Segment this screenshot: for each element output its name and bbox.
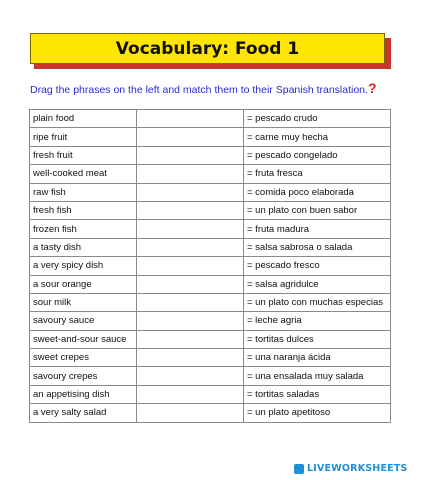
title-banner [30,33,385,64]
drop-zone[interactable] [137,367,244,385]
table-row [30,110,391,128]
english-phrase[interactable]: sweet-and-sour sauce [30,330,137,348]
english-phrase[interactable]: sweet crepes [30,349,137,367]
drop-zone[interactable] [137,220,244,238]
english-phrase[interactable]: a very salty salad [30,404,137,422]
english-phrase[interactable]: savoury sauce [30,312,137,330]
spanish-translation: = salsa sabrosa o salada [244,238,391,256]
english-phrase[interactable]: sour milk [30,293,137,311]
drop-zone[interactable] [137,146,244,164]
liveworksheets-logo[interactable] [294,463,408,474]
drop-zone[interactable] [137,110,244,128]
table-row [30,220,391,238]
logo-text: LIVEWORKSHEETS [307,463,408,474]
spanish-translation: = pescado crudo [244,110,391,128]
drop-zone[interactable] [137,128,244,146]
spanish-translation: = leche agria [244,312,391,330]
table-row [30,293,391,311]
table-row [30,238,391,256]
table-row [30,165,391,183]
table-row [30,201,391,219]
english-phrase[interactable]: a sour orange [30,275,137,293]
english-phrase[interactable]: a very spicy dish [30,257,137,275]
drop-zone[interactable] [137,257,244,275]
table-row [30,349,391,367]
drop-zone[interactable] [137,330,244,348]
spanish-translation: = una naranja ácida [244,349,391,367]
spanish-translation: = fruta madura [244,220,391,238]
table-row [30,183,391,201]
drop-zone[interactable] [137,404,244,422]
spanish-translation: = carne muy hecha [244,128,391,146]
spanish-translation: = tortitas saladas [244,385,391,403]
table-row [30,312,391,330]
page-title: Vocabulary: Food 1 [115,38,300,59]
liveworksheets-logo-icon [294,464,304,474]
drop-zone[interactable] [137,312,244,330]
spanish-translation: = pescado congelado [244,146,391,164]
english-phrase[interactable]: well-cooked meat [30,165,137,183]
english-phrase[interactable]: a tasty dish [30,238,137,256]
drop-zone[interactable] [137,275,244,293]
table-row [30,330,391,348]
spanish-translation: = salsa agridulce [244,275,391,293]
drop-zone[interactable] [137,238,244,256]
table-row [30,128,391,146]
spanish-translation: = un plato con muchas especias [244,293,391,311]
english-phrase[interactable]: fresh fruit [30,146,137,164]
table-row [30,367,391,385]
english-phrase[interactable]: plain food [30,110,137,128]
help-icon[interactable]: ? [368,80,377,96]
spanish-translation: = fruta fresca [244,165,391,183]
table-row [30,146,391,164]
english-phrase[interactable]: an appetising dish [30,385,137,403]
table-row [30,257,391,275]
english-phrase[interactable]: savoury crepes [30,367,137,385]
spanish-translation: = una ensalada muy salada [244,367,391,385]
spanish-translation: = un plato con buen sabor [244,201,391,219]
drop-zone[interactable] [137,293,244,311]
spanish-translation: = un plato apetitoso [244,404,391,422]
table-row [30,385,391,403]
drop-zone[interactable] [137,201,244,219]
spanish-translation: = pescado fresco [244,257,391,275]
vocabulary-table [29,109,391,423]
spanish-translation: = comida poco elaborada [244,183,391,201]
english-phrase[interactable]: ripe fruit [30,128,137,146]
table-row [30,275,391,293]
instructions-text: Drag the phrases on the left and match them to their Spanish translation. [30,84,368,96]
table-row [30,404,391,422]
drop-zone[interactable] [137,165,244,183]
english-phrase[interactable]: frozen fish [30,220,137,238]
drop-zone[interactable] [137,349,244,367]
english-phrase[interactable]: raw fish [30,183,137,201]
english-phrase[interactable]: fresh fish [30,201,137,219]
spanish-translation: = tortitas dulces [244,330,391,348]
drop-zone[interactable] [137,183,244,201]
drop-zone[interactable] [137,385,244,403]
